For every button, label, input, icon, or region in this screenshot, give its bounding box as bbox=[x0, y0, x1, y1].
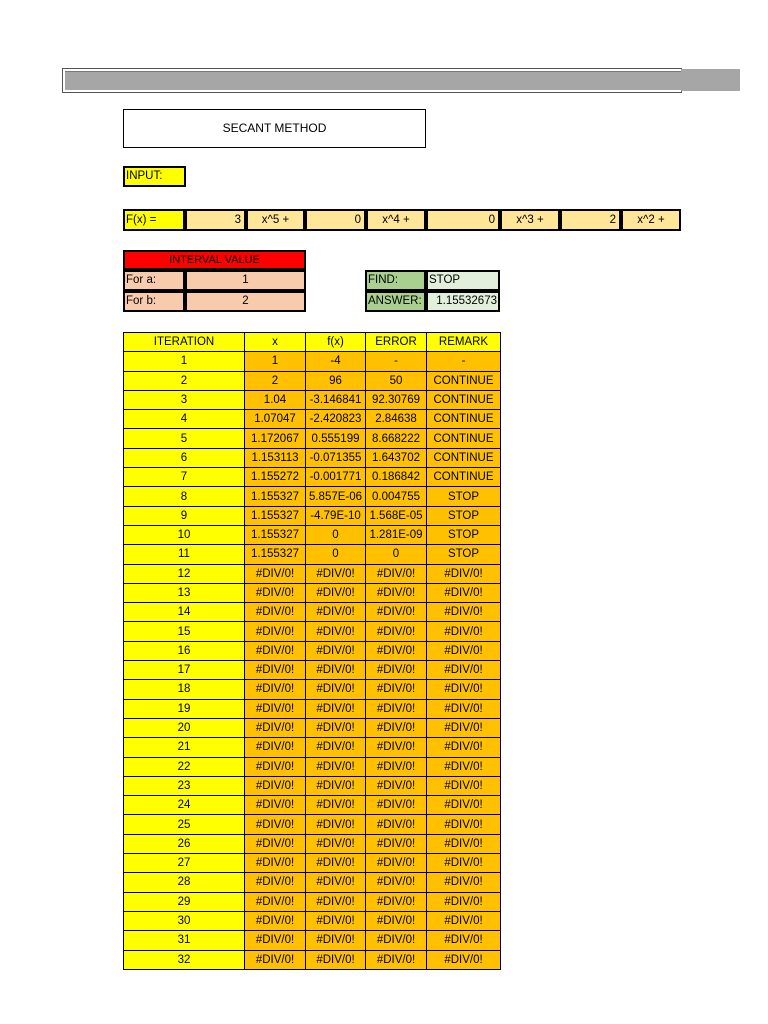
cell-iteration: 19 bbox=[124, 699, 245, 718]
top-banner-tail bbox=[681, 69, 740, 91]
cell-x: #DIV/0! bbox=[245, 583, 306, 602]
cell-x: 1.155327 bbox=[245, 487, 306, 506]
cell-error: #DIV/0! bbox=[366, 583, 427, 602]
cell-remark: #DIV/0! bbox=[427, 931, 501, 950]
cell-iteration: 20 bbox=[124, 718, 245, 737]
cell-fx: #DIV/0! bbox=[306, 622, 366, 641]
table-row bbox=[124, 468, 501, 487]
cell-x: #DIV/0! bbox=[245, 892, 306, 911]
cell-iteration: 22 bbox=[124, 757, 245, 776]
cell-x: 1.155327 bbox=[245, 506, 306, 525]
table-row bbox=[124, 718, 501, 737]
cell-remark: #DIV/0! bbox=[427, 718, 501, 737]
cell-remark: #DIV/0! bbox=[427, 776, 501, 795]
cell-x: #DIV/0! bbox=[245, 834, 306, 853]
table-row bbox=[124, 892, 501, 911]
table-row bbox=[124, 448, 501, 467]
cell-remark: #DIV/0! bbox=[427, 854, 501, 873]
cell-fx: #DIV/0! bbox=[306, 776, 366, 795]
cell-iteration: 15 bbox=[124, 622, 245, 641]
cell-fx: #DIV/0! bbox=[306, 815, 366, 834]
cell-x: 1.155327 bbox=[245, 525, 306, 544]
cell-iteration: 10 bbox=[124, 525, 245, 544]
interval-b-input[interactable]: 2 bbox=[185, 291, 306, 312]
cell-fx: -0.071355 bbox=[306, 448, 366, 467]
cell-remark: #DIV/0! bbox=[427, 738, 501, 757]
table-row bbox=[124, 583, 501, 602]
cell-iteration: 3 bbox=[124, 390, 245, 409]
cell-remark: #DIV/0! bbox=[427, 950, 501, 969]
cell-remark: #DIV/0! bbox=[427, 892, 501, 911]
cell-error: #DIV/0! bbox=[366, 854, 427, 873]
table-row bbox=[124, 834, 501, 853]
col-header-remark: REMARK bbox=[427, 333, 501, 352]
cell-x: #DIV/0! bbox=[245, 622, 306, 641]
cell-fx: #DIV/0! bbox=[306, 892, 366, 911]
cell-remark: #DIV/0! bbox=[427, 834, 501, 853]
cell-remark: #DIV/0! bbox=[427, 699, 501, 718]
cell-x: #DIV/0! bbox=[245, 815, 306, 834]
cell-iteration: 4 bbox=[124, 410, 245, 429]
cell-fx: #DIV/0! bbox=[306, 564, 366, 583]
cell-fx: #DIV/0! bbox=[306, 834, 366, 853]
cell-error: #DIV/0! bbox=[366, 757, 427, 776]
function-label: F(x) = bbox=[123, 209, 185, 231]
cell-iteration: 1 bbox=[124, 352, 245, 371]
table-row bbox=[124, 603, 501, 622]
cell-x: 1.153113 bbox=[245, 448, 306, 467]
find-label: FIND: bbox=[365, 270, 426, 291]
cell-remark: CONTINUE bbox=[427, 390, 501, 409]
col-header-x: x bbox=[245, 333, 306, 352]
table-row bbox=[124, 699, 501, 718]
cell-remark: CONTINUE bbox=[427, 371, 501, 390]
cell-x: #DIV/0! bbox=[245, 911, 306, 930]
cell-error: 2.84638 bbox=[366, 410, 427, 429]
cell-fx: #DIV/0! bbox=[306, 931, 366, 950]
cell-iteration: 9 bbox=[124, 506, 245, 525]
cell-x: #DIV/0! bbox=[245, 931, 306, 950]
cell-x: #DIV/0! bbox=[245, 738, 306, 757]
cell-iteration: 6 bbox=[124, 448, 245, 467]
cell-error: #DIV/0! bbox=[366, 680, 427, 699]
table-row bbox=[124, 757, 501, 776]
cell-iteration: 11 bbox=[124, 545, 245, 564]
cell-remark: #DIV/0! bbox=[427, 564, 501, 583]
cell-iteration: 8 bbox=[124, 487, 245, 506]
coef-x2-input[interactable]: 2 bbox=[560, 209, 621, 231]
col-header-iteration: ITERATION bbox=[124, 333, 245, 352]
cell-x: 1.07047 bbox=[245, 410, 306, 429]
cell-remark: - bbox=[427, 352, 501, 371]
term-x3-label: x^3 + bbox=[500, 209, 560, 231]
table-row bbox=[124, 873, 501, 892]
cell-iteration: 24 bbox=[124, 796, 245, 815]
cell-x: #DIV/0! bbox=[245, 757, 306, 776]
coef-x4-input[interactable]: 0 bbox=[305, 209, 366, 231]
iteration-table bbox=[123, 332, 501, 970]
cell-remark: STOP bbox=[427, 487, 501, 506]
cell-fx: #DIV/0! bbox=[306, 873, 366, 892]
table-row bbox=[124, 738, 501, 757]
cell-fx: #DIV/0! bbox=[306, 757, 366, 776]
table-row bbox=[124, 661, 501, 680]
cell-error: #DIV/0! bbox=[366, 641, 427, 660]
cell-fx: 0 bbox=[306, 525, 366, 544]
cell-error: #DIV/0! bbox=[366, 911, 427, 930]
cell-error: 0.186842 bbox=[366, 468, 427, 487]
cell-remark: #DIV/0! bbox=[427, 583, 501, 602]
cell-x: #DIV/0! bbox=[245, 776, 306, 795]
cell-error: #DIV/0! bbox=[366, 931, 427, 950]
table-row bbox=[124, 371, 501, 390]
cell-fx: -0.001771 bbox=[306, 468, 366, 487]
cell-remark: STOP bbox=[427, 545, 501, 564]
cell-fx: #DIV/0! bbox=[306, 950, 366, 969]
top-banner-fill bbox=[65, 71, 681, 90]
cell-x: 1.172067 bbox=[245, 429, 306, 448]
table-row bbox=[124, 564, 501, 583]
cell-fx: #DIV/0! bbox=[306, 699, 366, 718]
table-row bbox=[124, 429, 501, 448]
cell-error: #DIV/0! bbox=[366, 622, 427, 641]
cell-remark: #DIV/0! bbox=[427, 796, 501, 815]
cell-iteration: 13 bbox=[124, 583, 245, 602]
cell-error: #DIV/0! bbox=[366, 892, 427, 911]
col-header-error: ERROR bbox=[366, 333, 427, 352]
table-row bbox=[124, 352, 501, 371]
cell-error: 92.30769 bbox=[366, 390, 427, 409]
cell-iteration: 23 bbox=[124, 776, 245, 795]
cell-x: 1.155272 bbox=[245, 468, 306, 487]
cell-remark: #DIV/0! bbox=[427, 815, 501, 834]
cell-error: #DIV/0! bbox=[366, 815, 427, 834]
table-row bbox=[124, 525, 501, 544]
interval-a-input[interactable]: 1 bbox=[185, 270, 306, 291]
cell-error: #DIV/0! bbox=[366, 661, 427, 680]
cell-fx: #DIV/0! bbox=[306, 854, 366, 873]
cell-fx: -4.79E-10 bbox=[306, 506, 366, 525]
answer-label: ANSWER: bbox=[365, 291, 426, 312]
cell-fx: #DIV/0! bbox=[306, 738, 366, 757]
cell-fx: #DIV/0! bbox=[306, 583, 366, 602]
cell-error: 0 bbox=[366, 545, 427, 564]
cell-remark: CONTINUE bbox=[427, 468, 501, 487]
cell-fx: #DIV/0! bbox=[306, 661, 366, 680]
cell-error: #DIV/0! bbox=[366, 776, 427, 795]
cell-x: #DIV/0! bbox=[245, 718, 306, 737]
cell-x: #DIV/0! bbox=[245, 873, 306, 892]
term-x4-label: x^4 + bbox=[366, 209, 426, 231]
cell-x: #DIV/0! bbox=[245, 564, 306, 583]
cell-error: 1.643702 bbox=[366, 448, 427, 467]
cell-iteration: 29 bbox=[124, 892, 245, 911]
table-row bbox=[124, 950, 501, 969]
cell-x: #DIV/0! bbox=[245, 699, 306, 718]
cell-iteration: 14 bbox=[124, 603, 245, 622]
cell-x: #DIV/0! bbox=[245, 641, 306, 660]
cell-fx: -4 bbox=[306, 352, 366, 371]
cell-iteration: 31 bbox=[124, 931, 245, 950]
cell-x: #DIV/0! bbox=[245, 950, 306, 969]
coef-x3-input[interactable]: 0 bbox=[426, 209, 500, 231]
col-header-fx: f(x) bbox=[306, 333, 366, 352]
cell-fx: -3.146841 bbox=[306, 390, 366, 409]
find-value: STOP bbox=[426, 270, 500, 291]
cell-fx: #DIV/0! bbox=[306, 911, 366, 930]
cell-iteration: 18 bbox=[124, 680, 245, 699]
table-header-row bbox=[124, 333, 501, 352]
cell-error: #DIV/0! bbox=[366, 699, 427, 718]
cell-iteration: 25 bbox=[124, 815, 245, 834]
cell-iteration: 27 bbox=[124, 854, 245, 873]
cell-remark: #DIV/0! bbox=[427, 641, 501, 660]
cell-remark: CONTINUE bbox=[427, 429, 501, 448]
coef-x5-input[interactable]: 3 bbox=[185, 209, 246, 231]
cell-x: #DIV/0! bbox=[245, 854, 306, 873]
cell-iteration: 5 bbox=[124, 429, 245, 448]
table-row bbox=[124, 796, 501, 815]
cell-x: #DIV/0! bbox=[245, 603, 306, 622]
cell-remark: #DIV/0! bbox=[427, 873, 501, 892]
cell-remark: STOP bbox=[427, 525, 501, 544]
cell-x: 1 bbox=[245, 352, 306, 371]
cell-iteration: 12 bbox=[124, 564, 245, 583]
cell-remark: #DIV/0! bbox=[427, 757, 501, 776]
term-x2-label: x^2 + bbox=[621, 209, 681, 231]
interval-a-label: For a: bbox=[123, 270, 185, 291]
cell-remark: STOP bbox=[427, 506, 501, 525]
table-row bbox=[124, 911, 501, 930]
cell-error: #DIV/0! bbox=[366, 834, 427, 853]
cell-iteration: 26 bbox=[124, 834, 245, 853]
cell-x: 1.04 bbox=[245, 390, 306, 409]
cell-error: #DIV/0! bbox=[366, 718, 427, 737]
cell-error: #DIV/0! bbox=[366, 738, 427, 757]
cell-fx: #DIV/0! bbox=[306, 603, 366, 622]
table-row bbox=[124, 854, 501, 873]
cell-fx: #DIV/0! bbox=[306, 718, 366, 737]
cell-error: #DIV/0! bbox=[366, 950, 427, 969]
table-row bbox=[124, 776, 501, 795]
cell-iteration: 28 bbox=[124, 873, 245, 892]
cell-fx: 96 bbox=[306, 371, 366, 390]
cell-remark: #DIV/0! bbox=[427, 911, 501, 930]
table-row bbox=[124, 680, 501, 699]
cell-fx: #DIV/0! bbox=[306, 641, 366, 660]
cell-iteration: 2 bbox=[124, 371, 245, 390]
interval-b-label: For b: bbox=[123, 291, 185, 312]
cell-x: 2 bbox=[245, 371, 306, 390]
cell-fx: #DIV/0! bbox=[306, 796, 366, 815]
cell-fx: #DIV/0! bbox=[306, 680, 366, 699]
cell-error: 1.568E-05 bbox=[366, 506, 427, 525]
cell-error: 8.668222 bbox=[366, 429, 427, 448]
table-row bbox=[124, 410, 501, 429]
cell-fx: 5.857E-06 bbox=[306, 487, 366, 506]
input-label: INPUT: bbox=[123, 166, 186, 187]
answer-value: 1.15532673 bbox=[426, 291, 500, 312]
table-row bbox=[124, 390, 501, 409]
cell-error: 1.281E-09 bbox=[366, 525, 427, 544]
cell-remark: CONTINUE bbox=[427, 410, 501, 429]
cell-iteration: 21 bbox=[124, 738, 245, 757]
cell-error: #DIV/0! bbox=[366, 873, 427, 892]
table-row bbox=[124, 931, 501, 950]
cell-remark: #DIV/0! bbox=[427, 622, 501, 641]
cell-fx: -2.420823 bbox=[306, 410, 366, 429]
cell-remark: #DIV/0! bbox=[427, 680, 501, 699]
interval-header: INTERVAL VALUE bbox=[123, 250, 306, 270]
cell-error: #DIV/0! bbox=[366, 603, 427, 622]
cell-fx: 0.555199 bbox=[306, 429, 366, 448]
cell-error: #DIV/0! bbox=[366, 796, 427, 815]
table-row bbox=[124, 506, 501, 525]
cell-iteration: 16 bbox=[124, 641, 245, 660]
cell-remark: CONTINUE bbox=[427, 448, 501, 467]
cell-error: #DIV/0! bbox=[366, 564, 427, 583]
cell-fx: 0 bbox=[306, 545, 366, 564]
table-row bbox=[124, 545, 501, 564]
cell-x: 1.155327 bbox=[245, 545, 306, 564]
cell-x: #DIV/0! bbox=[245, 680, 306, 699]
cell-iteration: 7 bbox=[124, 468, 245, 487]
cell-iteration: 30 bbox=[124, 911, 245, 930]
table-row bbox=[124, 641, 501, 660]
cell-remark: #DIV/0! bbox=[427, 661, 501, 680]
cell-x: #DIV/0! bbox=[245, 796, 306, 815]
cell-x: #DIV/0! bbox=[245, 661, 306, 680]
cell-error: 0.004755 bbox=[366, 487, 427, 506]
cell-iteration: 32 bbox=[124, 950, 245, 969]
table-row bbox=[124, 815, 501, 834]
table-row bbox=[124, 487, 501, 506]
cell-error: 50 bbox=[366, 371, 427, 390]
cell-iteration: 17 bbox=[124, 661, 245, 680]
table-row bbox=[124, 622, 501, 641]
cell-error: - bbox=[366, 352, 427, 371]
term-x5-label: x^5 + bbox=[246, 209, 305, 231]
cell-remark: #DIV/0! bbox=[427, 603, 501, 622]
page-title: SECANT METHOD bbox=[123, 109, 426, 148]
